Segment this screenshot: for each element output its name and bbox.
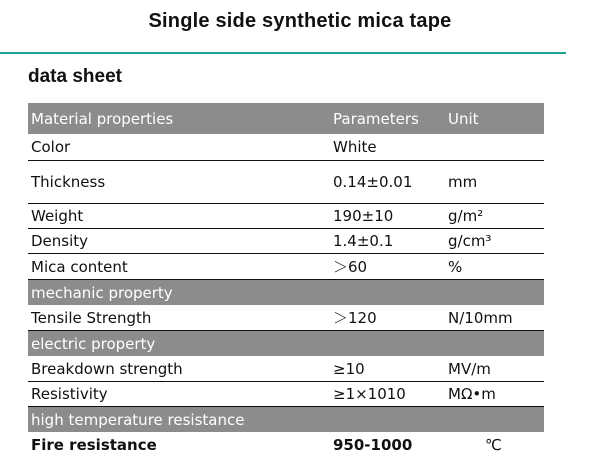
property-cell: Fire resistance <box>31 436 157 454</box>
table-row <box>28 356 544 382</box>
table-row <box>28 229 544 254</box>
property-cell: Resistivity <box>28 382 330 407</box>
group-header-electric <box>28 331 544 357</box>
property-cell: Density <box>28 229 330 254</box>
property-cell: Weight <box>28 204 330 229</box>
header-parameters: Parameters <box>330 103 445 134</box>
parameter-cell: 1.4±0.1 <box>330 229 445 254</box>
parameter-cell: ≥1×1010 <box>330 382 445 407</box>
unit-cell: MV/m <box>445 356 544 382</box>
table-row <box>28 161 544 204</box>
title-divider <box>0 52 566 54</box>
unit-cell: mm <box>445 161 544 204</box>
property-cell: Mica content <box>28 254 330 280</box>
table-row <box>28 305 544 331</box>
unit-cell <box>445 134 544 161</box>
unit-cell: % <box>445 254 544 280</box>
header-unit: Unit <box>445 103 544 134</box>
page-title: Single side synthetic mica tape <box>148 10 452 32</box>
parameter-cell: 0.14±0.01 <box>330 161 445 204</box>
property-cell: Tensile Strength <box>28 305 330 331</box>
unit-cell: g/m² <box>445 204 544 229</box>
table-row <box>28 382 544 407</box>
group-label: mechanic property <box>28 280 544 306</box>
group-label: electric property <box>28 331 544 357</box>
table-header-row <box>28 103 544 134</box>
table-row <box>28 432 544 458</box>
group-header-high-temperature <box>28 407 544 433</box>
section-title: data sheet <box>28 66 122 87</box>
parameter-cell: White <box>330 134 445 161</box>
parameter-cell: 950-1000 <box>333 436 413 454</box>
unit-cell: N/10mm <box>445 305 544 331</box>
property-cell: Color <box>28 134 330 161</box>
parameter-cell: ＞60 <box>330 254 445 280</box>
data-sheet-table <box>28 103 544 458</box>
parameter-cell: 190±10 <box>330 204 445 229</box>
table-row <box>28 204 544 229</box>
parameter-cell: ≥10 <box>330 356 445 382</box>
property-cell: Breakdown strength <box>28 356 330 382</box>
unit-cell: ℃ <box>485 436 502 454</box>
unit-cell: g/cm³ <box>445 229 544 254</box>
table-row <box>28 134 544 161</box>
table-row <box>28 254 544 280</box>
group-header-mechanic <box>28 280 544 306</box>
property-cell: Thickness <box>28 161 330 204</box>
header-material-properties: Material properties <box>28 103 330 134</box>
unit-cell: MΩ•m <box>445 382 544 407</box>
parameter-cell: ＞120 <box>330 305 445 331</box>
group-label: high temperature resistance <box>28 407 544 433</box>
